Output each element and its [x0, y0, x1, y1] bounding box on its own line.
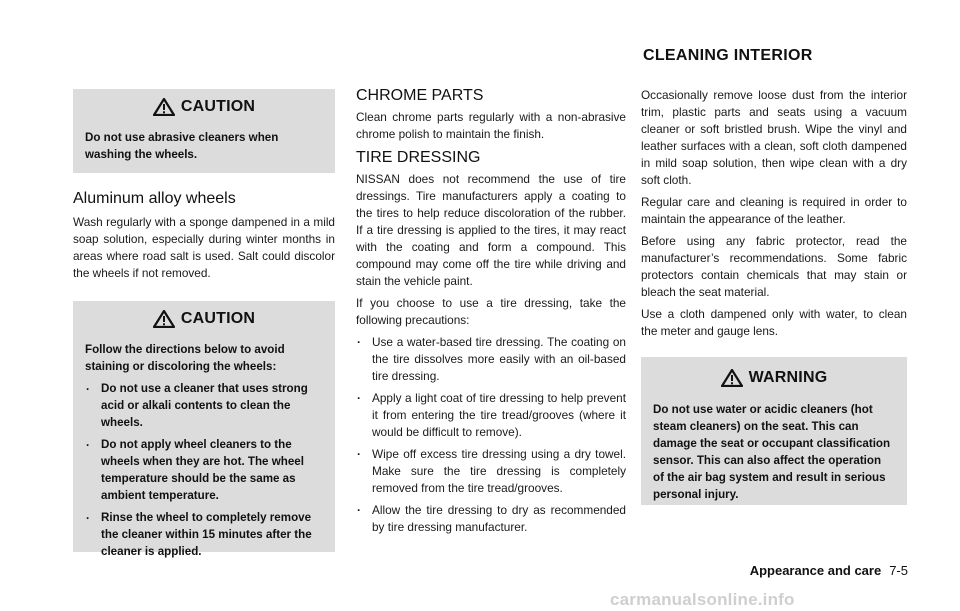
- list-item: . Rinse the wheel to completely remove the cleaner within 15 minutes after the cleaner is applied.: [85, 509, 323, 560]
- heading-chrome-parts: CHROME PARTS: [356, 87, 484, 104]
- caution-title: CAUTION: [180, 98, 256, 115]
- warning-title: WARNING: [748, 369, 828, 386]
- heading-aluminum-wheels: Aluminum alloy wheels: [73, 190, 236, 207]
- paragraph-interior-3: Before using any fabric protector, read the manufacturer’s recommendations. Some fabric protectors contain chemicals that may stain or bleach the seat material.: [641, 234, 907, 299]
- warning-triangle-icon: [153, 98, 175, 116]
- paragraph-interior-4: Use a cloth dampened only with water, to clean the meter and gauge lens.: [641, 307, 907, 338]
- paragraph-tire-dressing: NISSAN does not recommend the use of tire dressings. Tire manufacturers apply a coating to the tires to help reduce discoloration of the rubber. If a tire dressing is applied to the tires, it may react with the coating and form a compound. This compound may come off the tire while driving and stain the vehicle paint.: [356, 172, 626, 288]
- list-item: . Use a water-based tire dressing. The coating on the tire dissolves more easily with an oil-based tire dressing.: [356, 334, 626, 385]
- list-item: . Apply a light coat of tire dressing to help prevent it from entering the tire tread/grooves (where it would be difficult to remove).: [356, 390, 626, 441]
- warning-triangle-icon: [721, 369, 743, 387]
- column-middle: [356, 87, 626, 536]
- list-item: . Allow the tire dressing to dry as recommended by tire dressing manufacturer.: [356, 502, 626, 536]
- section-title: CLEANING INTERIOR: [643, 47, 813, 64]
- list-item: . Do not use a cleaner that uses strong acid or alkali contents to clean the wheels.: [85, 380, 323, 431]
- caution-box-1: [73, 89, 335, 173]
- caution-box-2: [73, 301, 335, 558]
- paragraph-aluminum-wheels: Wash regularly with a sponge dampened in a mild soap solution, especially during winter months in areas where road salt is used. Salt could discolor the wheels if not removed.: [73, 215, 335, 280]
- caution-2-body: [85, 337, 323, 570]
- caution-2-list: [85, 380, 323, 560]
- paragraph-interior-2: Regular care and cleaning is required in order to maintain the appearance of the leather.: [641, 195, 907, 226]
- watermark: carmanualsonline.info: [610, 590, 795, 609]
- caution-text: Do not use abrasive cleaners when washing the wheels.: [85, 131, 279, 161]
- warning-text: Do not use water or acidic cleaners (hot steam cleaners) on the seat. This can damage the seat or occupant classification sensor. This can also affect the operation of the air bag system and result in serious personal injury.: [653, 403, 891, 501]
- footer-section-name: Appearance and care: [749, 563, 882, 578]
- caution-box-1-header: [85, 89, 323, 125]
- caution-box-2-header: [85, 301, 323, 337]
- list-item: . Do not apply wheel cleaners to the wheels when they are hot. The wheel temperature should be the same as ambient temperature.: [85, 436, 323, 504]
- column-right: [641, 87, 907, 505]
- warning-box-header: [653, 357, 895, 399]
- caution-title: CAUTION: [180, 310, 256, 327]
- column-left: [73, 89, 335, 558]
- paragraph-interior-1: Occasionally remove loose dust from the interior trim, plastic parts and seats using a vacuum cleaner or soft bristled brush. Wipe the vinyl and leather surfaces with a clean, soft cloth dampened in mild soap solution, then wipe clean with a dry soft cloth.: [641, 88, 907, 187]
- caution-2-intro: Follow the directions below to avoid staining or discoloring the wheels:: [85, 343, 285, 373]
- list-item: . Wipe off excess tire dressing using a dry towel. Make sure the tire dressing is completely removed from the tire tread/grooves.: [356, 446, 626, 497]
- precautions-list: [356, 334, 626, 536]
- page-number: 7-5: [889, 563, 908, 578]
- paragraph-precautions: If you choose to use a tire dressing, take the following precautions:: [356, 296, 626, 327]
- page-footer: [750, 563, 908, 578]
- paragraph-chrome-parts: Clean chrome parts regularly with a non-abrasive chrome polish to maintain the finish.: [356, 110, 626, 141]
- heading-tire-dressing: TIRE DRESSING: [356, 149, 481, 166]
- warning-box: [641, 357, 907, 505]
- warning-triangle-icon: [153, 310, 175, 328]
